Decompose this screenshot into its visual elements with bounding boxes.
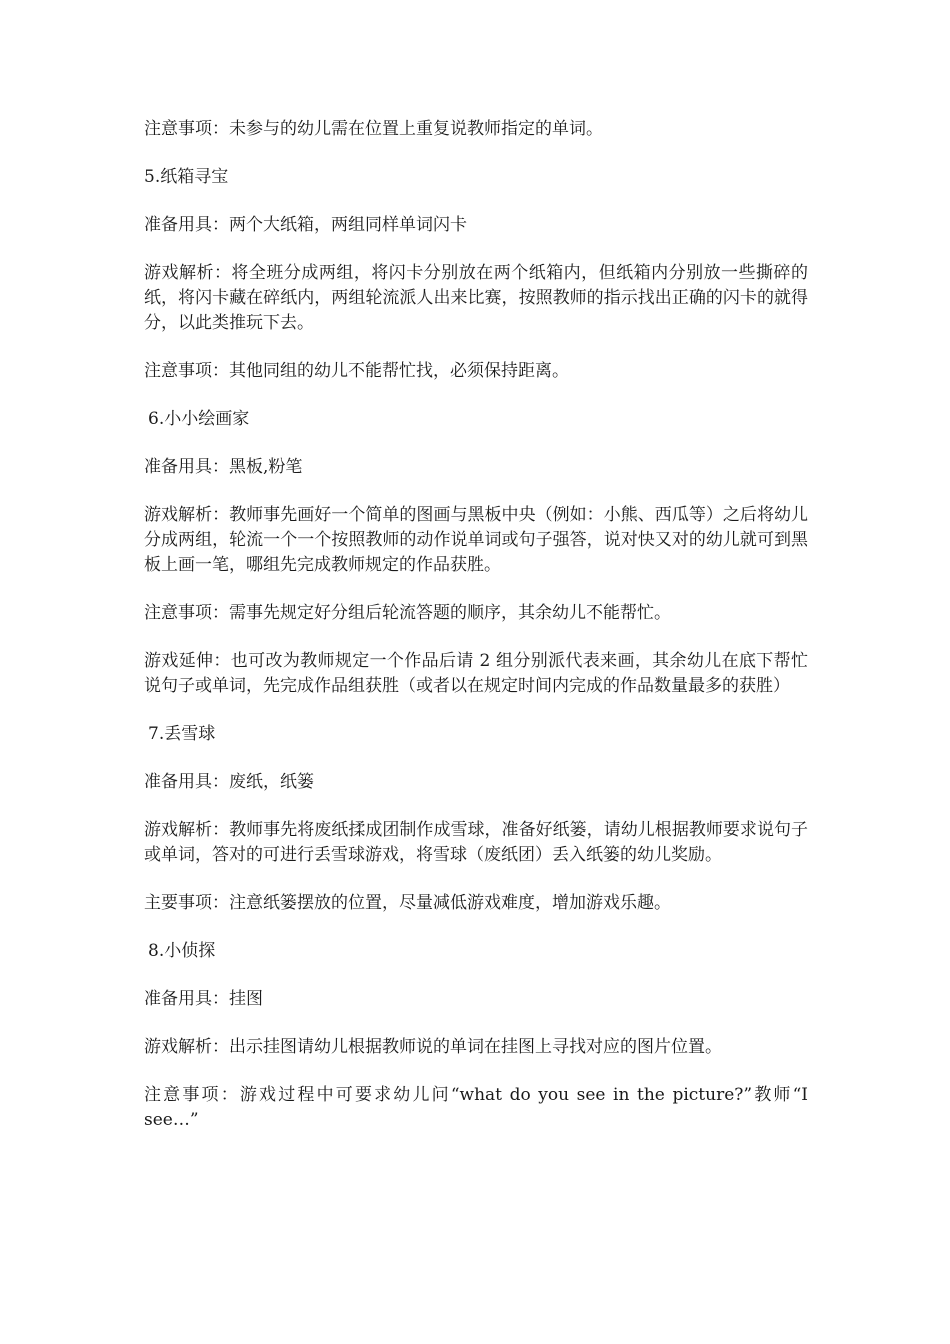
materials-paragraph: 准备用具：两个大纸箱，两组同样单词闪卡 bbox=[144, 215, 467, 235]
note-paragraph: 注意事项：其他同组的幼儿不能帮忙找，必须保持距离。 bbox=[144, 361, 569, 381]
game-extension-paragraph: 游戏延伸：也可改为教师规定一个作品后请 2 组分别派代表来画，其余幼儿在底下帮忙说句子或单词，先完成作品组获胜（或者以在规定时间内完成的作品数量最多的获胜） bbox=[144, 651, 808, 696]
section-heading-carton-treasure: 5.纸箱寻宝 bbox=[144, 167, 229, 187]
materials-paragraph: 准备用具：黑板,粉笔 bbox=[144, 457, 303, 477]
materials-paragraph: 准备用具：挂图 bbox=[144, 989, 263, 1009]
note-paragraph: 注意事项：需事先规定好分组后轮流答题的顺序，其余幼儿不能帮忙。 bbox=[144, 603, 671, 623]
note-paragraph: 注意事项：游戏过程中可要求幼儿问“what do you see in the picture?”教师“I see…” bbox=[144, 1085, 808, 1130]
section-heading-little-detective: 8.小侦探 bbox=[148, 941, 216, 961]
game-explanation-paragraph: 游戏解析：教师事先画好一个简单的图画与黑板中央（例如：小熊、西瓜等）之后将幼儿分成两组，轮流一个一个按照教师的动作说单词或句子强答，说对快又对的幼儿就可到黑板上画一笔，哪组先完成教师规定的作品获胜。 bbox=[144, 505, 808, 575]
section-heading-snowball: 7.丢雪球 bbox=[148, 724, 216, 744]
game-explanation-paragraph: 游戏解析：出示挂图请幼儿根据教师说的单词在挂图上寻找对应的图片位置。 bbox=[144, 1037, 722, 1057]
note-paragraph: 注意事项：未参与的幼儿需在位置上重复说教师指定的单词。 bbox=[144, 119, 603, 139]
materials-paragraph: 准备用具：废纸，纸篓 bbox=[144, 772, 314, 792]
game-explanation-paragraph: 游戏解析：将全班分成两组，将闪卡分别放在两个纸箱内，但纸箱内分别放一些撕碎的纸，将闪卡藏在碎纸内，两组轮流派人出来比赛，按照教师的指示找出正确的闪卡的就得分，以此类推玩下去。 bbox=[144, 263, 808, 333]
document-page bbox=[144, 117, 808, 1156]
main-note-paragraph: 主要事项：注意纸篓摆放的位置，尽量减低游戏难度，增加游戏乐趣。 bbox=[144, 893, 671, 913]
section-heading-little-painter: 6.小小绘画家 bbox=[148, 409, 250, 429]
game-explanation-paragraph: 游戏解析：教师事先将废纸揉成团制作成雪球，准备好纸篓，请幼儿根据教师要求说句子或单词，答对的可进行丢雪球游戏，将雪球（废纸团）丢入纸篓的幼儿奖励。 bbox=[144, 820, 808, 865]
